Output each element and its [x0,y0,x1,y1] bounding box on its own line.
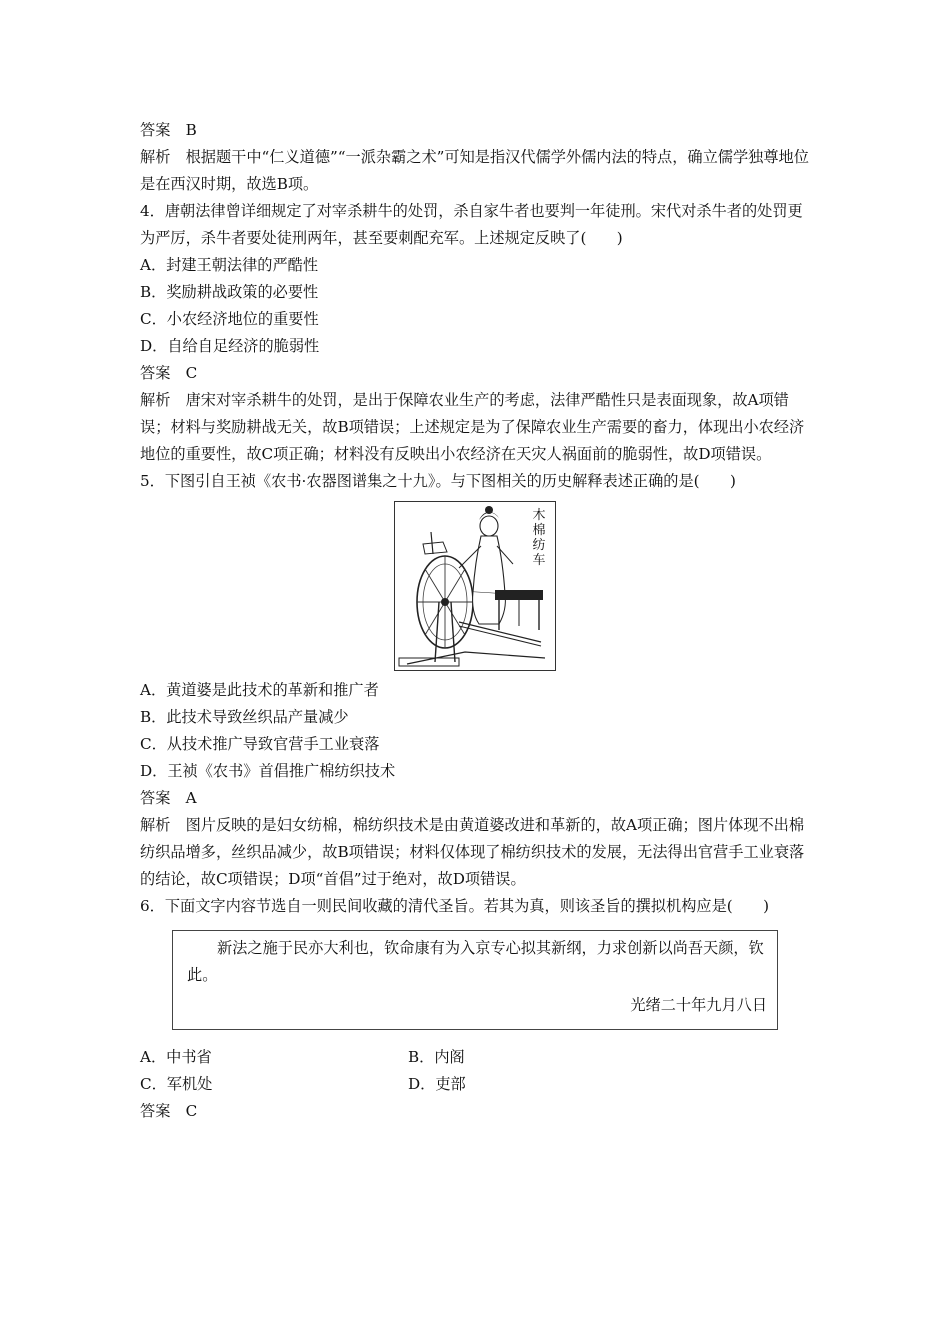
q6-option-d: D．吏部 [408,1075,466,1093]
q4-stem: 4．唐朝法律曾详细规定了对宰杀耕牛的处罚，杀自家牛者也要判一年徒刑。宋代对杀牛者的处罚更为严厉，杀牛者要处徒刑两年，甚至要刺配充军。上述规定反映了( ) [140,202,803,247]
q3-analysis: 解析 根据题干中“仁义道德”“一派杂霸之术”可知是指汉代儒学外儒内法的特点，确立儒学独尊地位是在西汉时期，故选B项。 [140,148,809,193]
q5-stem: 5．下图引自王祯《农书·农器图谱集之十九》。与下图相关的历史解释表述正确的是( ) [140,472,736,490]
q3-answer: 答案 B [140,121,197,139]
q6-stem: 6．下面文字内容节选自一则民间收藏的清代圣旨。若其为真，则该圣旨的撰拟机构应是( ) [140,897,770,915]
q5-option-c: C．从技术推广导致官营手工业衰落 [140,735,380,753]
q6-option-b: B．内阁 [408,1048,465,1066]
q4-option-a: A．封建王朝法律的严酷性 [140,256,319,274]
imperial-edict-quote-box [172,930,778,1030]
q4-option-c: C．小农经济地位的重要性 [140,310,319,328]
q4-option-b: B．奖励耕战政策的必要性 [140,283,319,301]
q4-answer: 答案 C [140,364,198,382]
q6-options-row-1 [140,1044,812,1071]
q4-analysis: 解析 唐宋对宰杀耕牛的处罚，是出于保障农业生产的考虑，法律严酷性只是表面现象，故A项错误；材料与奖励耕战无关，故B项错误；上述规定是为了保障农业生产需要的畜力，体现出小农经济地位的重要性，故C项正确；材料没有反映出小农经济在天灾人祸面前的脆弱性，故D项错误。 [140,391,805,463]
q6-option-a: A．中书省 [140,1048,212,1066]
q6-options-row-2 [140,1071,812,1098]
q6-answer: 答案 C [140,1102,198,1120]
q5-option-a: A．黄道婆是此技术的革新和推广者 [140,681,379,699]
spinning-wheel-illustration [394,501,556,671]
figure-label: 木棉纺车 [532,508,546,568]
q5-option-b: B．此技术导致丝织品产量减少 [140,708,349,726]
quote-date: 光绪二十年九月八日 [630,996,767,1014]
q5-analysis: 解析 图片反映的是妇女纺棉，棉纺织技术是由黄道婆改进和革新的，故A项正确；图片体现不出棉纺织品增多，丝织品减少，故B项错误；材料仅体现了棉纺织技术的发展，无法得出官营手工业衰落的结论，故C项错误；D项“首倡”过于绝对，故D项错误。 [140,816,805,888]
q4-option-d: D．自给自足经济的脆弱性 [140,337,320,355]
q5-option-d: D．王祯《农书》首倡推广棉纺织技术 [140,762,396,780]
q6-option-c: C．军机处 [140,1075,213,1093]
document-page [140,117,812,1125]
quote-text: 新法之施于民亦大利也，钦命康有为入京专心拟其新纲，力求创新以尚吾天颜，钦此。 [187,939,764,984]
q5-answer: 答案 A [140,789,197,807]
